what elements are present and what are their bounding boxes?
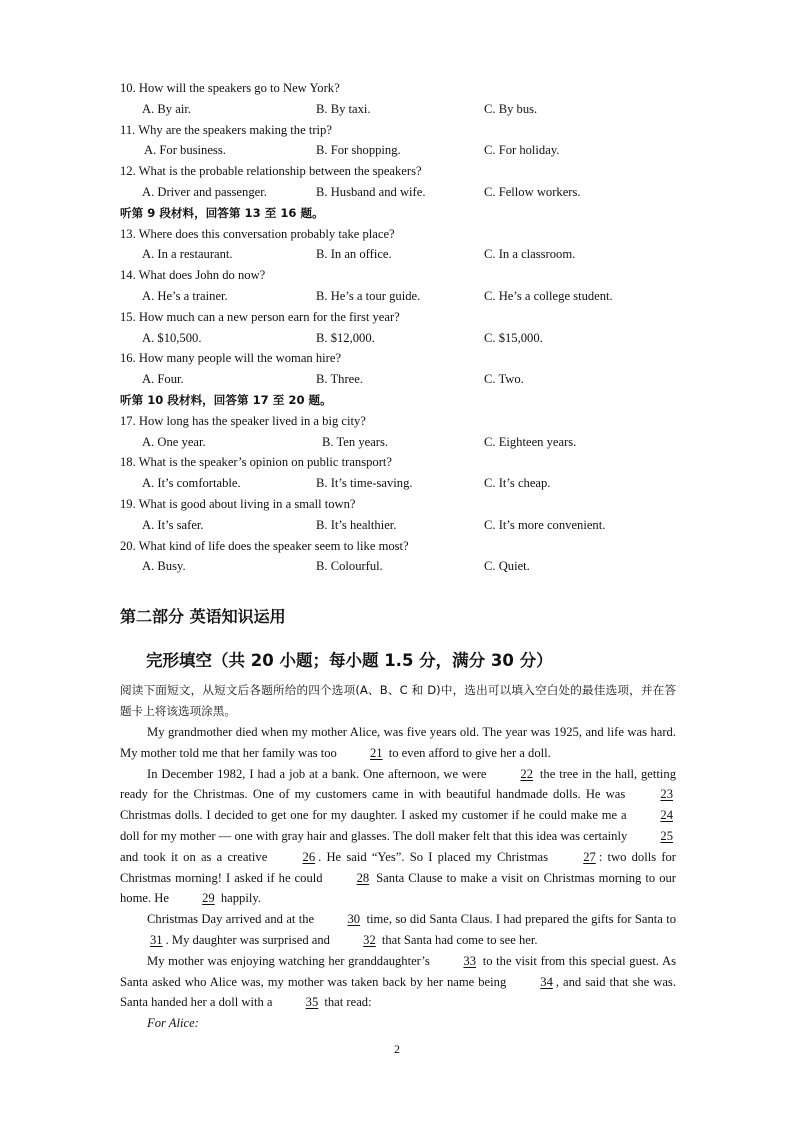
question-16: 16. How many people will the woman hire?: [120, 351, 342, 366]
option-a: A. It’s comfortable.: [142, 476, 241, 491]
option-c: C. $15,000.: [484, 330, 543, 345]
passage-text: time, so did Santa Claus. I had prepared the gifts for Santa to: [363, 912, 676, 927]
option-a: A. One year.: [142, 434, 206, 449]
paragraph-1: [120, 722, 676, 764]
option-a: A. Four.: [142, 372, 184, 387]
passage-text: that read:: [321, 995, 372, 1010]
passage-text: happily.: [217, 891, 261, 906]
passage-text: and took it on as a creative: [120, 849, 273, 864]
option-b: B. He’s a tour guide.: [316, 288, 421, 303]
option-c: C. It’s cheap.: [484, 476, 551, 491]
passage-text: that Santa had come to see her.: [378, 932, 538, 947]
paragraph-3: [120, 909, 676, 951]
option-a: A. Busy.: [142, 559, 186, 574]
cloze-passage: [120, 722, 676, 1034]
blank-22: 22: [520, 766, 533, 781]
options-13: [120, 244, 680, 265]
options-15: [120, 328, 680, 349]
blank-29: 29: [202, 891, 215, 906]
passage-text: to even afford to give her a doll.: [385, 745, 551, 760]
passage-text: My grandmother died when my mother Alice, was five years old. The year was 1925, and life was hard. My mother told me that her family was too: [120, 725, 676, 760]
option-a: A. Driver and passenger.: [142, 184, 267, 199]
option-b: B. Three.: [316, 372, 363, 387]
options-19: [120, 515, 680, 536]
question-19: 19. What is good about living in a small town?: [120, 496, 356, 511]
passage-text: My mother was enjoying watching her granddaughter’s: [147, 953, 434, 968]
question-14: 14. What does John do now?: [120, 268, 266, 283]
blank-24: 24: [660, 808, 673, 823]
options-20: [120, 556, 680, 577]
passage-text: the tree in the hall, getting ready for the Christmas. One of my customers came in with beautiful handmade dolls. He was: [120, 766, 676, 802]
option-c: C. Eighteen years.: [484, 434, 577, 449]
option-b: B. In an office.: [316, 247, 392, 262]
question-20: 20. What kind of life does the speaker seem to like most?: [120, 538, 409, 553]
option-b: B. It’s healthier.: [316, 517, 397, 532]
option-b: B. By taxi.: [316, 101, 371, 116]
passage-text: : two dolls for Christmas morning! I asked if he could: [120, 849, 677, 885]
blank-26: 26: [302, 849, 316, 864]
options-18: [120, 473, 680, 494]
passage-text: Santa Clause to make a visit on Christmas morning to our home. He: [120, 870, 676, 906]
section-subtitle: 完形填空（共 20 小题；每小题 1.5 分，满分 30 分）: [146, 651, 553, 670]
blank-27: 27: [583, 849, 596, 864]
blank-30: 30: [347, 912, 361, 927]
paragraph-2: [120, 764, 676, 910]
option-b: B. Husband and wife.: [316, 184, 426, 199]
option-a: A. It’s safer.: [142, 517, 204, 532]
blank-32: 32: [363, 932, 376, 947]
section-title: 第二部分 英语知识运用: [120, 607, 286, 626]
option-c: C. In a classroom.: [484, 247, 576, 262]
question-13: 13. Where does this conversation probably take place?: [120, 226, 395, 241]
blank-25: 25: [660, 828, 673, 843]
option-a: A. In a restaurant.: [142, 247, 233, 262]
blank-28: 28: [356, 870, 370, 885]
instruction-part10: 听第 10 段材料，回答第 17 至 20 题。: [120, 392, 332, 407]
option-c: C. Two.: [484, 372, 524, 387]
question-17: 17. How long has the speaker lived in a big city?: [120, 413, 366, 428]
option-c: C. It’s more convenient.: [484, 517, 606, 532]
option-a: A. $10,500.: [142, 330, 202, 345]
blank-34: 34: [540, 974, 553, 989]
option-b: B. It’s time-saving.: [316, 476, 413, 491]
options-10: [120, 99, 680, 120]
option-c: C. For holiday.: [484, 143, 560, 158]
option-c: C. By bus.: [484, 101, 538, 116]
passage-text: . My daughter was surprised and: [165, 932, 334, 947]
option-b: B. Ten years.: [322, 434, 389, 449]
options-11: [120, 140, 680, 161]
option-a: A. For business.: [144, 143, 226, 158]
page-number: 2: [394, 1042, 400, 1056]
instruction-part9: 听第 9 段材料，回答第 13 至 16 题。: [120, 205, 324, 220]
question-12: 12. What is the probable relationship between the speakers?: [120, 164, 422, 179]
option-b: B. For shopping.: [316, 143, 401, 158]
options-16: [120, 369, 680, 390]
options-17: [120, 432, 680, 453]
listening-questions: [120, 78, 680, 577]
passage-text: In December 1982, I had a job at a bank. One afternoon, we were: [147, 766, 491, 781]
paragraph-4: [120, 951, 676, 1013]
option-a: A. By air.: [142, 101, 191, 116]
option-b: B. Colourful.: [316, 559, 383, 574]
options-14: [120, 286, 680, 307]
blank-35: 35: [305, 995, 319, 1010]
option-c: C. Quiet.: [484, 559, 530, 574]
passage-text: , and said that she was. Santa handed her a doll with a: [120, 974, 676, 1010]
options-12: [120, 182, 680, 203]
blank-23: 23: [660, 787, 673, 802]
passage-text: Christmas dolls. I decided to get one for my daughter. I asked my customer if he could make me a: [120, 808, 631, 823]
question-18: 18. What is the speaker’s opinion on public transport?: [120, 455, 392, 470]
option-b: B. $12,000.: [316, 330, 375, 345]
passage-text: doll for my mother — one with gray hair and glasses. The doll maker felt that this idea was certainly: [120, 828, 631, 843]
passage-text: to the visit from this special guest. As Santa asked who Alice was, my mother was taken back by her name being: [120, 953, 676, 989]
blank-21: 21: [370, 745, 383, 760]
blank-33: 33: [463, 953, 477, 968]
blank-31: 31: [150, 932, 163, 947]
passage-text: Christmas Day arrived and at the: [147, 912, 318, 927]
section-directions: 阅读下面短文，从短文后各题所给的四个选项(A、B、C 和 D)中，选出可以填入空白处的最佳选项，并在答题卡上将该选项涂黑。: [120, 683, 676, 718]
paragraph-5: For Alice:: [147, 1016, 199, 1031]
question-11: 11. Why are the speakers making the trip?: [120, 122, 332, 137]
option-a: A. He’s a trainer.: [142, 288, 228, 303]
option-c: C. He’s a college student.: [484, 288, 613, 303]
passage-text: . He said “Yes”. So I placed my Christmas: [318, 849, 554, 864]
option-c: C. Fellow workers.: [484, 184, 581, 199]
question-10: 10. How will the speakers go to New York?: [120, 81, 340, 95]
question-15: 15. How much can a new person earn for the first year?: [120, 309, 400, 324]
